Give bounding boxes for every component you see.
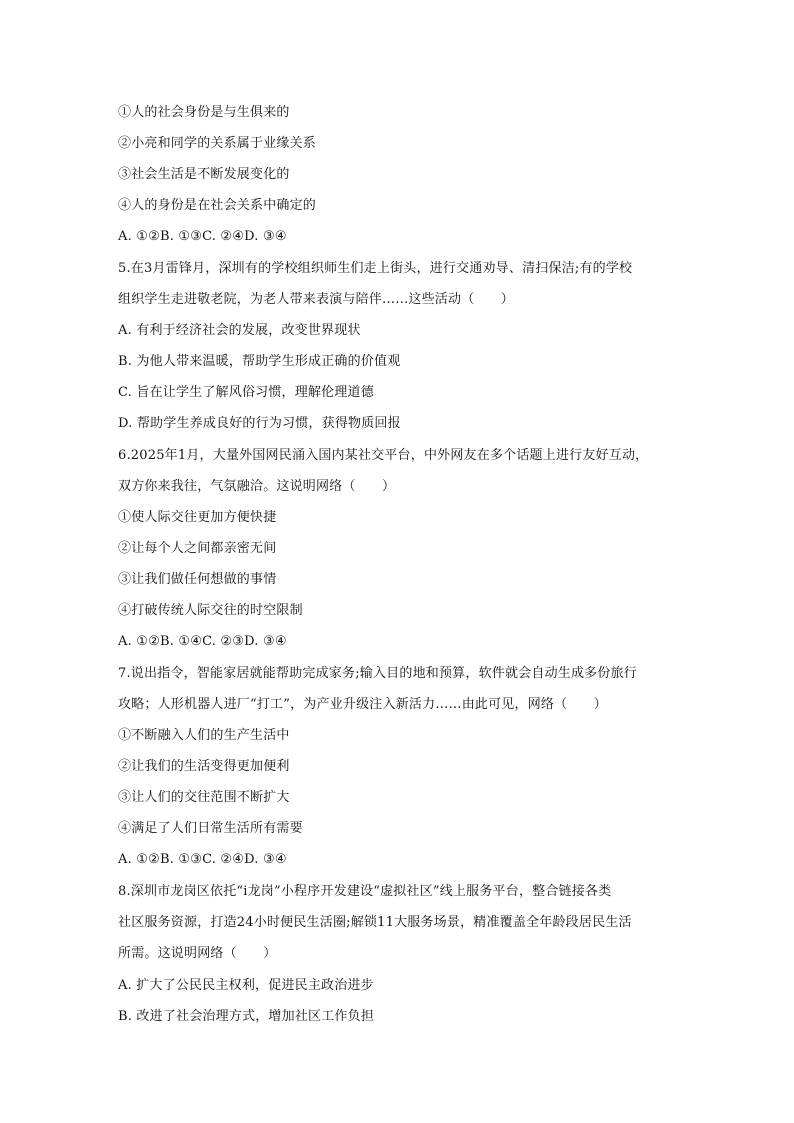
q8-stem-line-1: 8.深圳市龙岗区依托“i龙岗”小程序开发建设“虚拟社区”线上服务平台，整合链接各类	[118, 884, 612, 899]
q6-stem-line-2: 双方你来我往，气氛融洽。这说明网络（ ）	[118, 479, 396, 494]
q7-option-4: ④满足了人们日常生活所有需要	[118, 821, 303, 836]
q7-stem-line-1: 7.说出指令，智能家居就能帮助完成家务;输入目的地和预算，软件就会自动生成多份旅行	[118, 666, 637, 681]
q6-option-3: ③让我们做任何想做的事情	[118, 572, 277, 587]
q5-choice-a: A. 有利于经济社会的发展，改变世界现状	[118, 323, 361, 338]
q6-stem-line-1: 6.2025年1月，大量外国网民涌入国内某社交平台，中外网友在多个话题上进行友好互动，	[118, 448, 649, 463]
q7-stem-line-2: 攻略；人形机器人进厂“打工”，为产业升级注入新活力……由此可见，网络（ ）	[118, 697, 607, 712]
q8-choice-b: B. 改进了社会治理方式，增加社区工作负担	[118, 1009, 375, 1024]
q4-option-4: ④人的身份是在社会关系中确定的	[118, 198, 317, 213]
q6-option-4: ④打破传统人际交往的时空限制	[118, 603, 303, 618]
q6-answer-choices: A. ①②B. ①④C. ②③D. ③④	[118, 634, 287, 649]
q5-choice-c: C. 旨在让学生了解风俗习惯，理解伦理道德	[118, 385, 374, 400]
q8-stem-line-2: 社区服务资源，打造24小时便民生活圈;解锁11大服务场景，精准覆盖全年龄段居民生活	[118, 915, 632, 930]
q5-choice-b: B. 为他人带来温暖，帮助学生形成正确的价值观	[118, 354, 401, 369]
q4-option-2: ②小亮和同学的关系属于业缘关系	[118, 136, 317, 151]
q7-answer-choices: A. ①②B. ①③C. ②④D. ③④	[118, 852, 287, 867]
q4-option-3: ③社会生活是不断发展变化的	[118, 167, 290, 182]
q8-stem-line-3: 所需。这说明网络（ ）	[118, 946, 277, 961]
q7-option-2: ②让我们的生活变得更加便利	[118, 759, 290, 774]
q8-choice-a: A. 扩大了公民民主权利，促进民主政治进步	[118, 978, 374, 993]
q6-option-2: ②让每个人之间都亲密无间	[118, 541, 277, 556]
q5-choice-d: D. 帮助学生养成良好的行为习惯，获得物质回报	[118, 416, 401, 431]
q6-option-1: ①使人际交往更加方便快捷	[118, 510, 277, 525]
q7-option-3: ③让人们的交往范围不断扩大	[118, 790, 290, 805]
q7-option-1: ①不断融入人们的生产生活中	[118, 728, 290, 743]
q5-stem-line-1: 5.在3月雷锋月，深圳有的学校组织师生们走上街头，进行交通劝导、清扫保洁;有的学校	[118, 261, 633, 276]
q4-option-1: ①人的社会身份是与生俱来的	[118, 105, 290, 120]
q5-stem-line-2: 组织学生走进敬老院，为老人带来表演与陪伴……这些活动（ ）	[118, 292, 515, 307]
q4-answer-choices: A. ①②B. ①③C. ②④D. ③④	[118, 229, 287, 244]
